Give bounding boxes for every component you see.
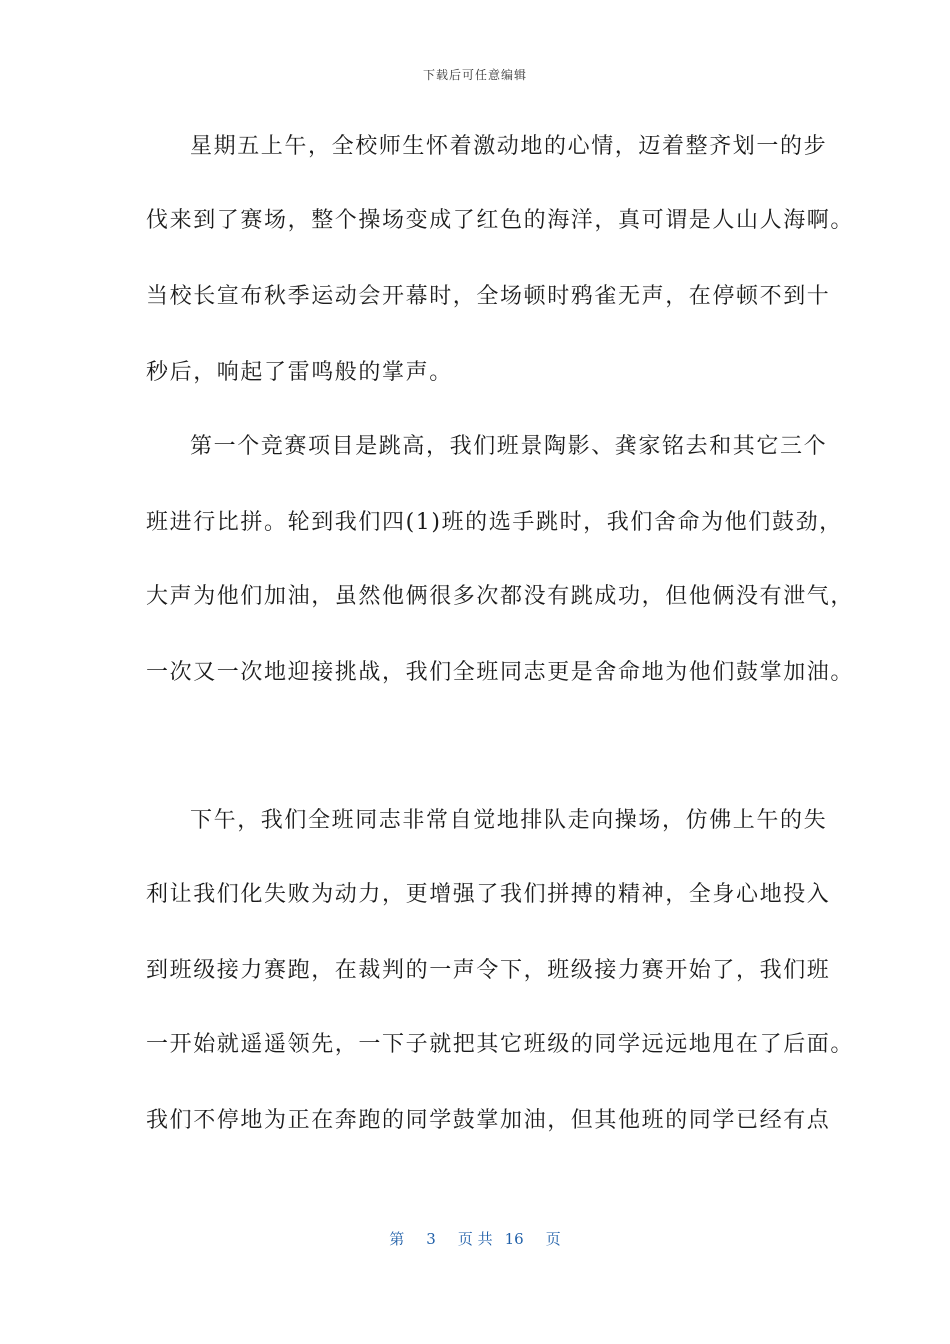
paragraph-1-line-1: 星期五上午，全校师生怀着激动地的心情，迈着整齐划一的步 — [190, 134, 828, 159]
paragraph-2-line-3: 大声为他们加油，虽然他俩很多次都没有跳成功，但他俩没有泄气， — [146, 584, 855, 609]
paragraph-3-line-2: 利让我们化失败为动力，更增强了我们拼搏的精神，全身心地投入 — [146, 882, 831, 907]
paragraph-3-line-4: 一开始就遥遥领先，一下子就把其它班级的同学远远地甩在了后面。 — [146, 1032, 855, 1057]
paragraph-2-line-4: 一次又一次地迎接挑战，我们全班同志更是舍命地为他们鼓掌加油。 — [146, 660, 855, 685]
paragraph-1-line-3: 当校长宣布秋季运动会开幕时，全场顿时鸦雀无声，在停顿不到十 — [146, 284, 831, 309]
footer-current-page: 3 — [426, 1230, 436, 1248]
paragraph-3-line-1: 下午，我们全班同志非常自觉地排队走向操场，仿佛上午的失 — [190, 808, 828, 833]
paragraph-1-line-2: 伐来到了赛场，整个操场变成了红色的海洋，真可谓是人山人海啊。 — [146, 208, 855, 233]
footer-page-mid: 页 共 — [457, 1230, 493, 1248]
paragraph-3-line-5: 我们不停地为正在奔跑的同学鼓掌加油，但其他班的同学已经有点 — [146, 1108, 831, 1133]
paragraph-1-line-4: 秒后，响起了雷鸣般的掌声。 — [146, 360, 453, 385]
footer-page-prefix: 第 — [389, 1230, 405, 1248]
page-footer — [0, 1228, 950, 1249]
paragraph-2-line-2: 班进行比拼。轮到我们四(1)班的选手跳时，我们舍命为他们鼓劲， — [146, 510, 843, 535]
paragraph-3-line-3: 到班级接力赛跑，在裁判的一声令下，班级接力赛开始了，我们班 — [146, 958, 831, 983]
paragraph-2-line-1: 第一个竞赛项目是跳高，我们班景陶影、龚家铭去和其它三个 — [190, 434, 828, 459]
footer-total-pages: 16 — [504, 1230, 524, 1248]
header-note: 下载后可任意编辑 — [422, 68, 527, 82]
footer-page-suffix: 页 — [545, 1230, 561, 1248]
